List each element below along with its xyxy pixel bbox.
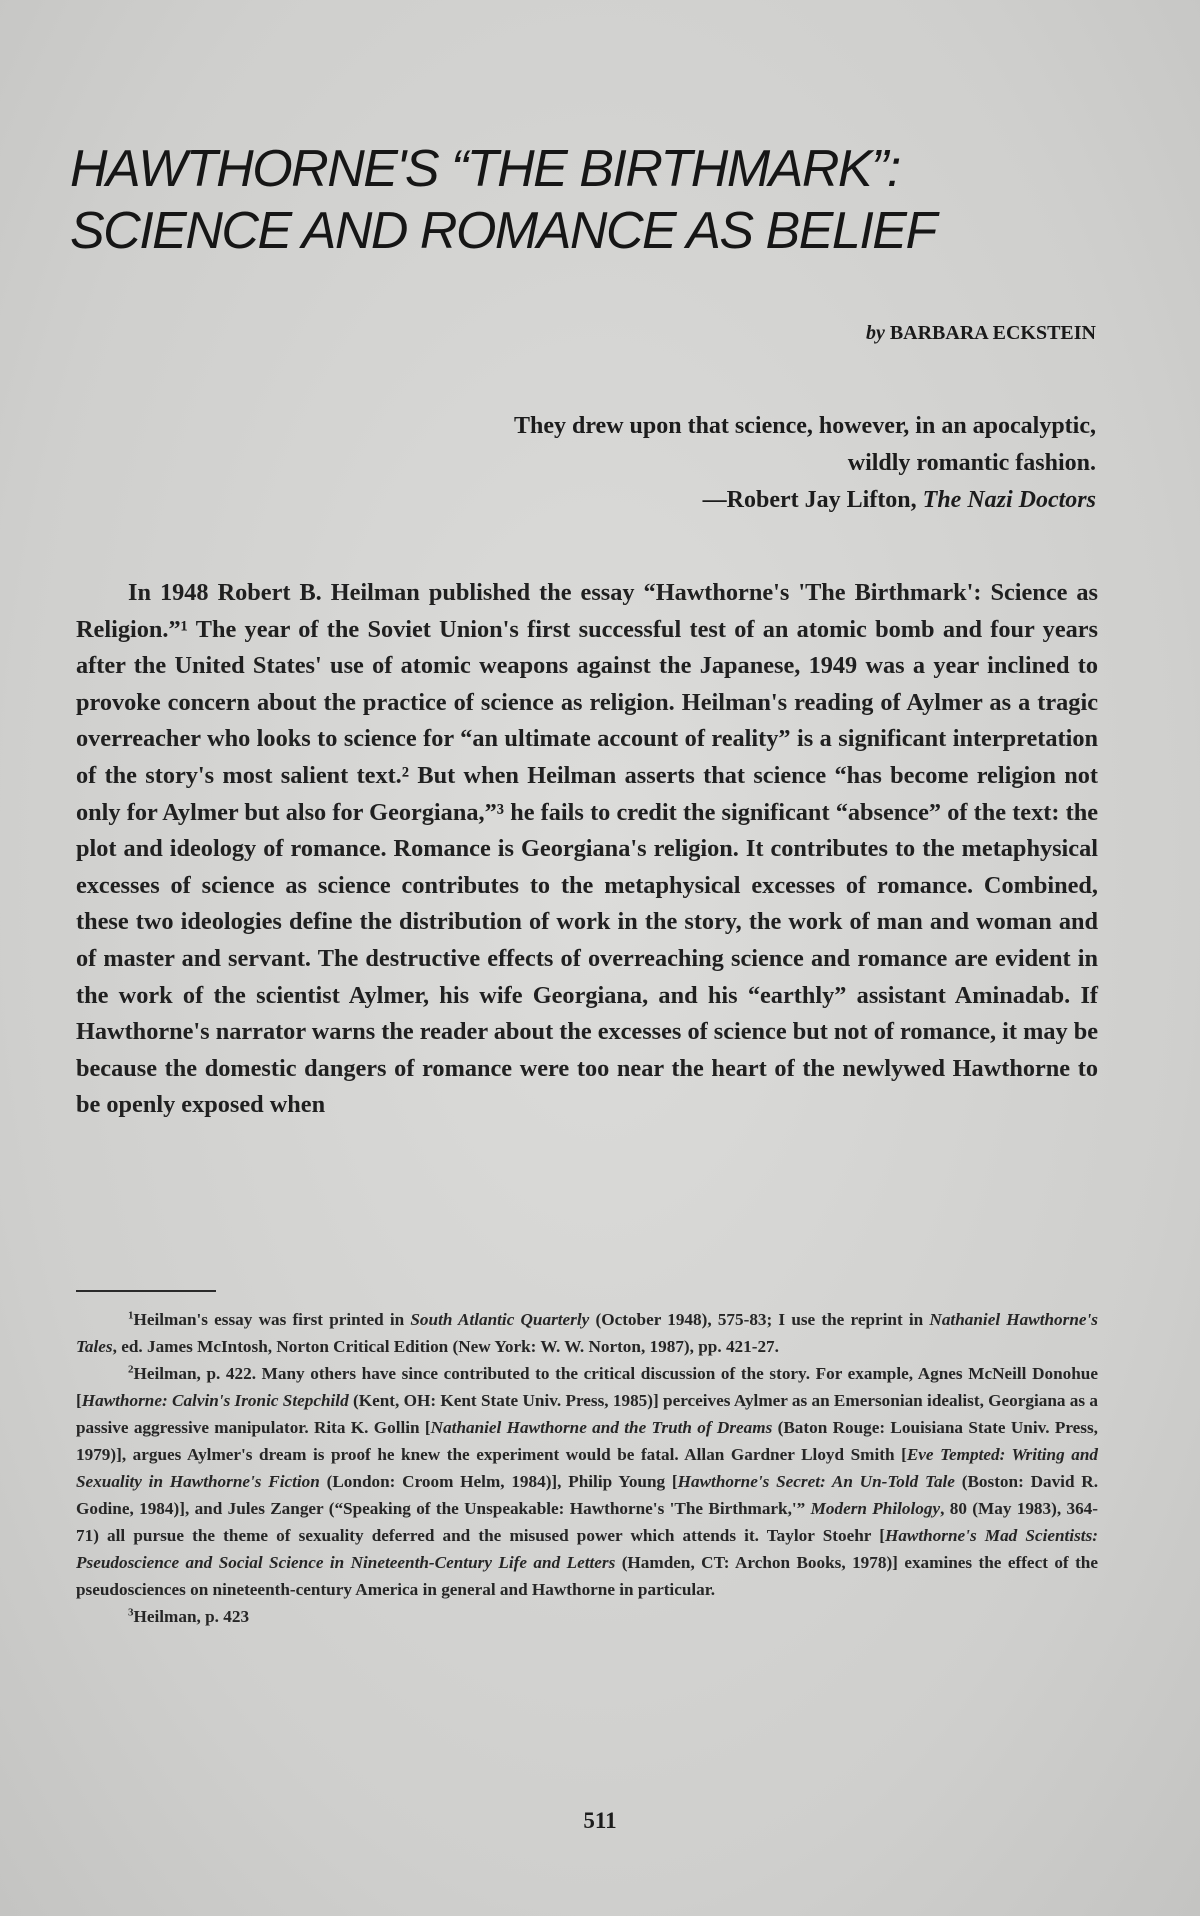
footnote-divider (76, 1290, 216, 1292)
epigraph-line-1: They drew upon that science, however, in an apocalyptic, (513, 413, 1096, 439)
footnote-2-text: (Baton Rouge: Louisiana State Univ. Press, 1979)], argues Aylmer's dream is proof he knew the experiment would be fatal. Allan Gardner Lloyd Smith [ (76, 1418, 1098, 1464)
footnote-2-text: , 80 (May 1983), 364-71) all pursue the theme of sexuality deferred and the misused power which attends it. Taylor Stoehr [ (76, 1499, 1098, 1545)
footnote-2-text: (London: Croom Helm, 1984)], Philip Young [ (319, 1472, 678, 1491)
footnote-1-title: South Atlantic Quarterly (410, 1310, 590, 1329)
epigraph-attribution-work: The Nazi Doctors (922, 487, 1096, 513)
author-name: BARBARA ECKSTEIN (889, 322, 1096, 344)
footnote-3-mark: 3 (128, 1606, 134, 1619)
byline (866, 322, 1096, 345)
body-paragraph: In 1948 Robert B. Heilman published the essay “Hawthorne's 'The Birthmark': Science as Religion.”¹ The year of the Soviet Union's first successful test of an atomic bomb and four years after the United States' use of atomic weapons against the Japanese, 1949 was a year inclined to provoke concern about the practice of science as religion. Heilman's reading of Aylmer as a tragic overreacher who looks to science for “an ultimate account of reality” is a significant interpretation of the story's most salient text.² But when Heilman asserts that science “has become religion not only for Aylmer but also for Georgiana,”³ he fails to credit the significant “absence” of the text: the plot and ideology of romance. Romance is Georgiana's religion. It contributes to the metaphysical excesses of science as science contributes to the metaphysical excesses of romance. Combined, these two ideologies define the distribution of work in the story, the work of man and woman and of master and servant. The destructive effects of overreaching science and romance are evident in the work of the scientist Aylmer, his wife Georgiana, and his “earthly” assistant Aminadab. If Hawthorne's narrator warns the reader about the excesses of science but not of romance, it may be because the domestic dangers of romance were too near the heart of the newlywed Hawthorne to be openly exposed when (76, 579, 1098, 1119)
epigraph-attribution (276, 482, 1096, 519)
footnote-2-text: (Hamden, CT: Archon Books, 1978)] examines the effect of the pseudosciences on nineteenth-century America in general and Hawthorne in particular. (76, 1553, 1098, 1599)
footnote-2 (76, 1360, 1098, 1603)
footnote-1-mark: 1 (128, 1309, 134, 1322)
article-title (70, 138, 1130, 262)
byline-prefix: by (865, 322, 885, 344)
title-line-2: SCIENCE AND ROMANCE AS BELIEF (70, 202, 936, 260)
footnote-2-title: Eve Tempted: Writing and Sexuality in Hawthorne's Fiction (76, 1445, 1098, 1491)
footnote-2-title: Modern Philology (810, 1499, 941, 1518)
footnote-2-text: (Kent, OH: Kent State Univ. Press, 1985)] perceives Aylmer as an Emersonian idealist, Georgiana as a passive aggressive manipulator. Rita K. Gollin [ (76, 1391, 1098, 1437)
footnote-2-text: Heilman, p. 422. Many others have since contributed to the critical discussion of the story. For example, Agnes McNeill Donohue [ (76, 1364, 1098, 1410)
footnote-2-title: Hawthorne: Calvin's Ironic Stepchild (81, 1391, 349, 1410)
footnote-1-title: Nathaniel Hawthorne's Tales (76, 1310, 1098, 1356)
footnote-2-mark: 2 (128, 1363, 134, 1376)
epigraph (276, 408, 1096, 519)
footnote-2-text: (Boston: David R. Godine, 1984)], and Jules Zanger (“Speaking of the Unspeakable: Hawthorne's 'The Birthmark,'” (76, 1472, 1098, 1518)
footnote-1 (76, 1306, 1098, 1360)
title-line-1: HAWTHORNE'S “THE BIRTHMARK”: (70, 140, 900, 198)
footnote-1-text: , ed. James McIntosh, Norton Critical Edition (New York: W. W. Norton, 1987), pp. 421-27. (112, 1337, 779, 1356)
footnote-1-text: (October 1948), 575-83; I use the reprint in (589, 1310, 930, 1329)
footnotes (76, 1306, 1098, 1630)
footnote-1-text: Heilman's essay was first printed in (133, 1310, 411, 1329)
footnote-2-title: Hawthorne's Secret: An Un-Told Tale (677, 1472, 955, 1491)
footnote-2-title: Hawthorne's Mad Scientists: Pseudoscience and Social Science in Nineteenth-Century Life and Letters (76, 1526, 1098, 1572)
footnote-2-title: Nathaniel Hawthorne and the Truth of Dreams (430, 1418, 773, 1437)
epigraph-line-2: wildly romantic fashion. (847, 450, 1096, 476)
footnote-3 (76, 1603, 1098, 1630)
page-number: 511 (583, 1808, 617, 1833)
epigraph-attribution-author: —Robert Jay Lifton, (702, 487, 923, 513)
footnote-3-text: Heilman, p. 423 (133, 1607, 250, 1626)
